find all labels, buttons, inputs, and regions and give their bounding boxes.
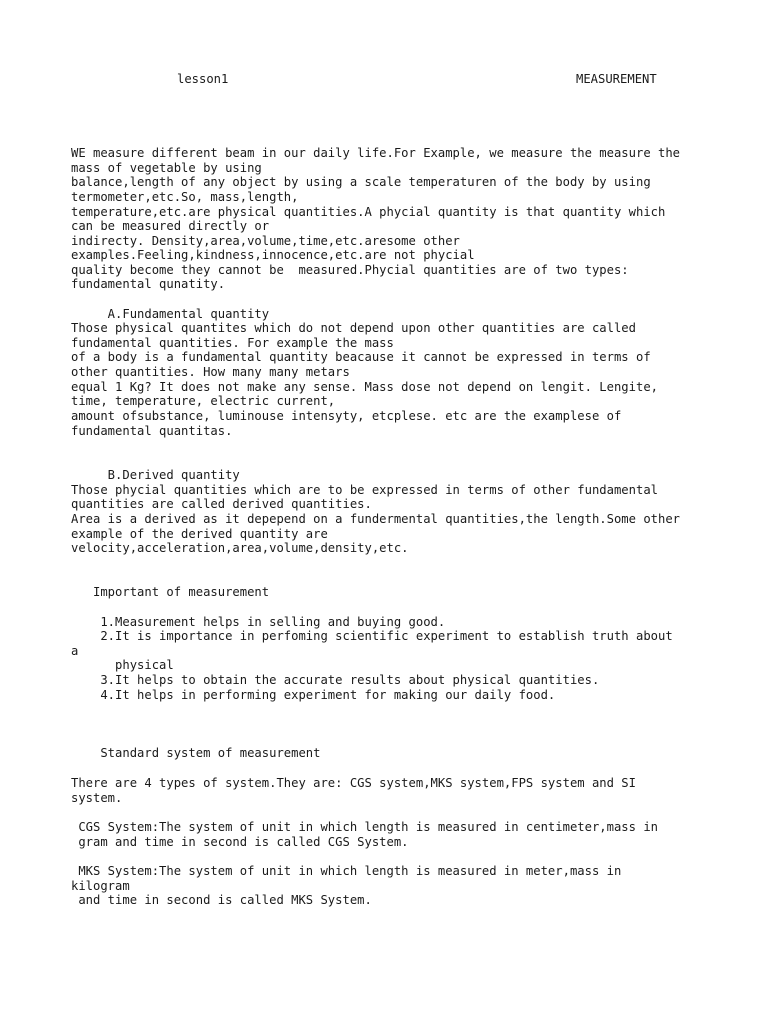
importance-item-4: 4.It helps in performing experiment for making our daily food. — [71, 688, 556, 702]
importance-heading: Important of measurement — [71, 585, 270, 599]
lesson-label: lesson1 — [177, 72, 229, 86]
mks-line-1: MKS System:The system of unit in which length is measured in meter,mass in — [71, 864, 622, 878]
derived-line-5: velocity,acceleration,area,volume,density,etc. — [71, 541, 409, 555]
standard-heading: Standard system of measurement — [71, 746, 321, 760]
fundamental-line-5: equal 1 Kg? It does not make any sense. Mass dose not depend on lengit. Lengite, — [71, 380, 658, 394]
fundamental-line-7: amount ofsubstance, luminouse intensyty, etcplese. etc are the examplese of — [71, 409, 622, 423]
fundamental-line-3: of a body is a fundamental quantity beacause it cannot be expressed in terms of — [71, 350, 651, 364]
intro-line-3: balance,length of any object by using a scale temperaturen of the body by using — [71, 175, 651, 189]
intro-line-6: can be measured directly or — [71, 219, 270, 233]
cgs-line-2: gram and time in second is called CGS System. — [71, 835, 409, 849]
intro-line-7: indirecty. Density,area,volume,time,etc.aresome other — [71, 234, 460, 248]
intro-line-5: temperature,etc.are physical quantities.A phycial quantity is that quantity which — [71, 205, 666, 219]
cgs-line-1: CGS System:The system of unit in which length is measured in centimeter,mass in — [71, 820, 658, 834]
page-title: MEASUREMENT — [576, 72, 657, 86]
importance-item-2: 2.It is importance in perfoming scientific experiment to establish truth about — [71, 629, 673, 643]
intro-line-2: mass of vegetable by using — [71, 161, 262, 175]
standard-line-2: system. — [71, 791, 123, 805]
fundamental-line-8: fundamental quantitas. — [71, 424, 233, 438]
importance-item-3: 3.It helps to obtain the accurate results about physical quantities. — [71, 673, 600, 687]
fundamental-line-2: fundamental quantities. For example the mass — [71, 336, 394, 350]
fundamental-heading: A.Fundamental quantity — [71, 307, 270, 321]
importance-item-2-wrap: a — [71, 644, 79, 658]
intro-line-9: quality become they cannot be measured.Phycial quantities are of two types: — [71, 263, 629, 277]
intro-line-8: examples.Feeling,kindness,innocence,etc.are not phycial — [71, 248, 475, 262]
fundamental-line-1: Those physical quantites which do not depend upon other quantities are called — [71, 321, 636, 335]
derived-line-3: Area is a derived as it depepend on a fundermental quantities,the length.Some other — [71, 512, 681, 526]
importance-item-2-cont: physical — [71, 658, 174, 672]
fundamental-line-6: time, temperature, electric current, — [71, 394, 336, 408]
fundamental-line-4: other quantities. How many many metars — [71, 365, 350, 379]
importance-item-1: 1.Measurement helps in selling and buying good. — [71, 615, 446, 629]
mks-line-2: kilogram — [71, 879, 130, 893]
derived-line-4: example of the derived quantity are — [71, 527, 328, 541]
intro-line-10: fundamental qunatity. — [71, 277, 226, 291]
derived-line-2: quantities are called derived quantities. — [71, 497, 372, 511]
intro-line-4: termometer,etc.So, mass,length, — [71, 190, 299, 204]
derived-heading: B.Derived quantity — [71, 468, 240, 482]
intro-line-1: WE measure different beam in our daily life.For Example, we measure the measure the — [71, 146, 681, 160]
mks-line-3: and time in second is called MKS System. — [71, 893, 372, 907]
derived-line-1: Those phycial quantities which are to be expressed in terms of other fundamental — [71, 483, 658, 497]
standard-line-1: There are 4 types of system.They are: CGS system,MKS system,FPS system and SI — [71, 776, 636, 790]
